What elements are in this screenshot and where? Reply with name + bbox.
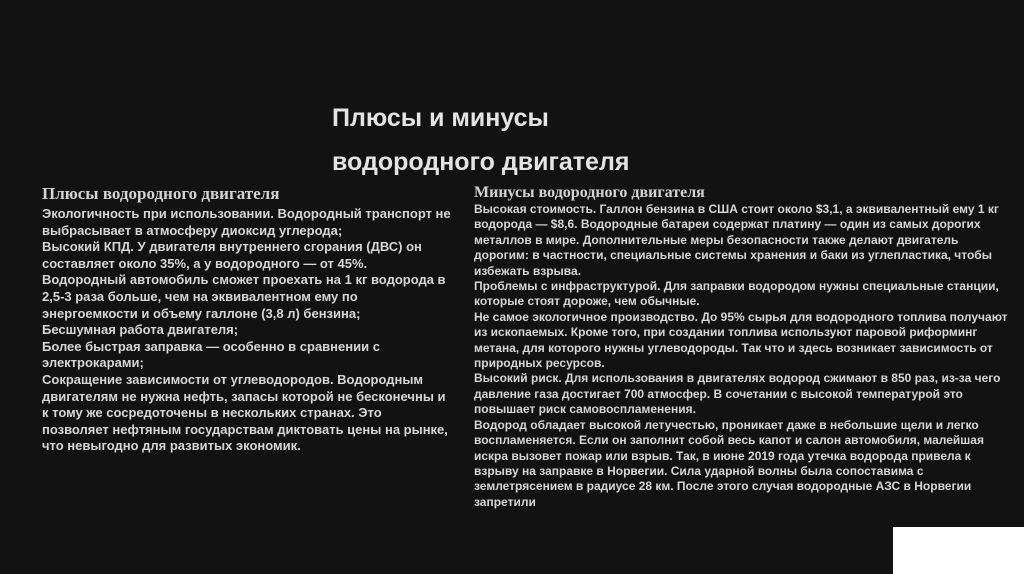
cons-column — [474, 184, 1014, 510]
slide-title-line-1: Плюсы и минусы — [332, 104, 549, 132]
cons-item: Не самое экологичное производство. До 95% сырья для водородного топлива получают из ископаемых. Кроме того, при создании топлива используют паровой риформинг метана, для которого нужны углеводороды. Так что и здесь возникает зависимость от природных ресурсов. — [474, 309, 1008, 371]
cons-item: Высокая стоимость. Галлон бензина в США стоит около $3,1, а эквивалентный ему 1 кг водорода — $8,6. Водородные батареи содержат платину — один из самых дорогих металлов в мире. Дополнительные меры безопасности также делают двигатель дорогим: в частности, специальные системы хранения и баки из углепластика, чтобы избежать взрыва. — [474, 202, 999, 278]
slide-title-line-2: водородного двигателя — [332, 148, 630, 176]
pros-item: Бесшумная работа двигателя; — [42, 322, 239, 338]
pros-list — [42, 206, 452, 455]
cons-heading: Минусы водородного двигателя — [474, 184, 705, 201]
cons-item: Проблемы с инфраструктурой. Для заправки водородом нужны специальные станции, которые стоят дороже, чем обычные. — [474, 279, 999, 309]
pros-item: Сокращение зависимости от углеводородов. Водородным двигателям не нужна нефть, запасы которой не бесконечны и к тому же сосредоточены в нескольких странах. Это позволяет нефтяным государствам диктовать цены на рынке, что невыгодно для развитых экономик. — [42, 371, 448, 454]
pros-item: Экологичность при использовании. Водородный транспорт не выбрасывает в атмосферу диоксид углерода; — [42, 206, 451, 238]
cons-list — [474, 202, 1014, 510]
pros-item: Высокий КПД. У двигателя внутреннего сгорания (ДВС) он составляет около 35%, а у водородного — от 45%. — [42, 239, 422, 271]
pros-item: Более быстрая заправка — особенно в сравнении с электрокарами; — [42, 338, 380, 371]
pros-column — [42, 184, 452, 455]
pros-heading: Плюсы водородного двигателя — [42, 184, 280, 203]
cons-item: Водород обладает высокой летучестью, проникает даже в небольшие щели и легко воспламеняется. Если он заполнит собой весь капот и салон автомобиля, малейшая искра вызовет пожар или взрыв. Так, в июне 2019 года утечка водорода привела к взрыву на заправке в Норвегии. Сила ударной волны была сопоставима с землетрясением в радиусе 28 км. После этого случая водородные АЗС в Норвегии запретили — [474, 417, 984, 509]
cons-item: Высокий риск. Для использования в двигателях водород сжимают в 850 раз, из-за чего давление газа достигает 700 атмосфер. В сочетании с высокой температурой это повышает риск самовоспламенения. — [474, 371, 1001, 417]
slide-title — [332, 96, 832, 184]
pros-item: Водородный автомобиль сможет проехать на 1 кг водорода в 2,5-3 раза больше, чем на эквивалентном ему по энергоемкости и объему галлоне (3,8 л) бензина; — [42, 272, 446, 321]
corner-white-box — [893, 527, 1024, 574]
